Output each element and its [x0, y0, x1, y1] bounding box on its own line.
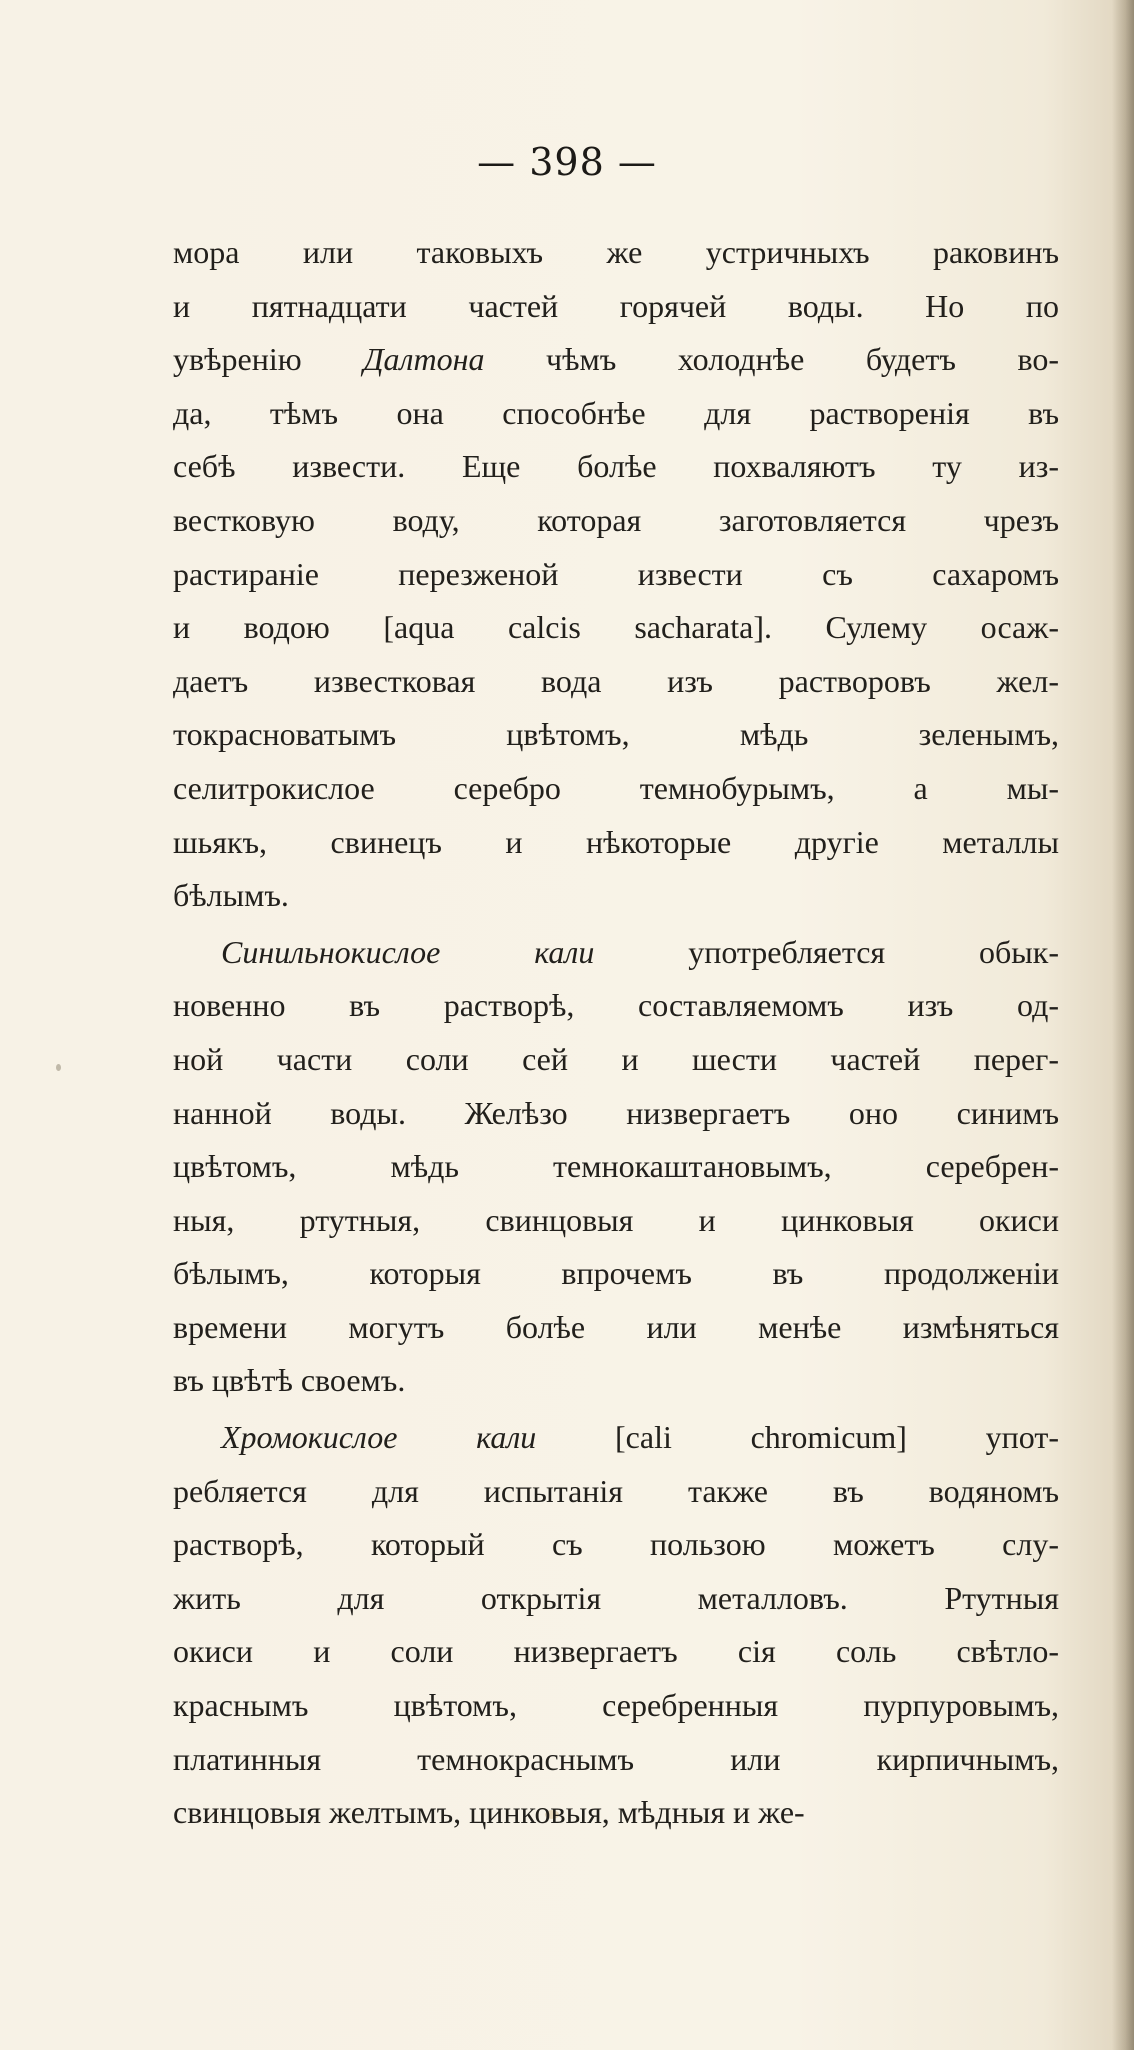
paper-speck: [56, 1064, 61, 1071]
text-line: [173, 1354, 1059, 1408]
text-line: [173, 1625, 1059, 1679]
text-run: и пятнадцати частей горячей воды. Но по: [173, 287, 1059, 324]
paragraph: [173, 226, 1059, 923]
text-run: жить для открытія металловъ. Ртутныя: [173, 1579, 1059, 1616]
text-run: растираніе перезженой извести съ сахаромъ: [173, 555, 1059, 592]
text-line: [173, 926, 1059, 980]
text-run: вестковую воду, которая заготовляется чрезъ: [173, 501, 1059, 538]
text-line: [173, 762, 1059, 816]
text-run: ныя, ртутныя, свинцовыя и цинковыя окиси: [173, 1201, 1059, 1238]
text-line: [173, 494, 1059, 548]
text-run: бѣлымъ, которыя впрочемъ въ продолженіи: [173, 1255, 1059, 1292]
text-run: токрасноватымъ цвѣтомъ, мѣдь зеленымъ,: [173, 716, 1059, 753]
text-run: краснымъ цвѣтомъ, серебренныя пурпуровымъ,: [173, 1687, 1059, 1724]
italic-term: Хромокислое кали: [221, 1419, 537, 1456]
text-line: [173, 1518, 1059, 1572]
text-run: мора или таковыхъ же устричныхъ раковинъ: [173, 234, 1059, 270]
text-line: [173, 548, 1059, 602]
text-run: ной части соли сей и шести частей перег-: [173, 1040, 1059, 1077]
page-number: — 398 —: [477, 140, 657, 184]
text-line: [173, 1411, 1059, 1465]
text-line: [173, 601, 1059, 655]
text-run: чѣмъ холоднѣе будетъ во-: [484, 341, 1059, 378]
text-line: [173, 1033, 1059, 1087]
text-run: да, тѣмъ она способнѣе для растворенія въ: [173, 394, 1059, 431]
text-run: времени могутъ болѣе или менѣе измѣняться: [173, 1308, 1059, 1345]
text-run: платинныя темнокраснымъ или кирпичнымъ,: [173, 1740, 1059, 1777]
text-line: [173, 979, 1059, 1033]
text-run: [cali chromicum] упот-: [536, 1419, 1059, 1456]
text-run: селитрокислое серебро темнобурымъ, а мы-: [173, 769, 1059, 806]
text-run: свинцовыя желтымъ, цинковыя, мѣдныя и же-: [173, 1794, 805, 1831]
text-line: [173, 1247, 1059, 1301]
text-run: въ цвѣтѣ своемъ.: [173, 1362, 406, 1399]
text-run: увѣренію: [173, 341, 364, 378]
italic-term: Далтона: [363, 341, 485, 378]
text-run: и водою [aqua calcis sacharata]. Сулему осаж-: [173, 609, 1059, 646]
text-run: окиси и соли низвергаетъ сія соль свѣтло-: [173, 1633, 1059, 1670]
text-line: [173, 655, 1059, 709]
text-line: [173, 226, 1059, 280]
text-line: [173, 816, 1059, 870]
text-run: даетъ известковая вода изъ растворовъ жел-: [173, 662, 1059, 699]
text-line: [173, 1087, 1059, 1141]
text-line: [173, 280, 1059, 334]
text-line: [173, 708, 1059, 762]
text-line: [173, 387, 1059, 441]
body-text: [173, 226, 1059, 1840]
text-run: употребляется обык-: [594, 933, 1059, 970]
paragraph: [173, 926, 1059, 1408]
text-line: [173, 1465, 1059, 1519]
text-line: [173, 1194, 1059, 1248]
paragraph: [173, 1411, 1059, 1840]
text-run: растворѣ, который съ пользою можетъ слу-: [173, 1526, 1059, 1563]
text-line: [173, 1301, 1059, 1355]
text-line: [173, 1786, 1059, 1840]
text-line: [173, 1140, 1059, 1194]
text-run: бѣлымъ.: [173, 877, 289, 914]
text-line: [173, 1679, 1059, 1733]
text-line: [173, 1572, 1059, 1626]
text-line: [173, 440, 1059, 494]
text-run: шьякъ, свинецъ и нѣкоторые другіе металлы: [173, 823, 1059, 860]
text-run: нанной воды. Желѣзо низвергаетъ оно синимъ: [173, 1094, 1059, 1131]
text-run: цвѣтомъ, мѣдь темнокаштановымъ, серебрен-: [173, 1148, 1059, 1185]
text-run: себѣ извести. Еще болѣе похваляютъ ту из-: [173, 448, 1059, 485]
text-run: ребляется для испытанія также въ водяномъ: [173, 1472, 1059, 1509]
text-line: [173, 869, 1059, 923]
text-line: [173, 333, 1059, 387]
text-line: [173, 1733, 1059, 1787]
page-edge-shadow: [1112, 0, 1134, 2050]
italic-term: Синильнокислое кали: [221, 933, 595, 970]
text-run: новенно въ растворѣ, составляемомъ изъ од-: [173, 987, 1059, 1024]
